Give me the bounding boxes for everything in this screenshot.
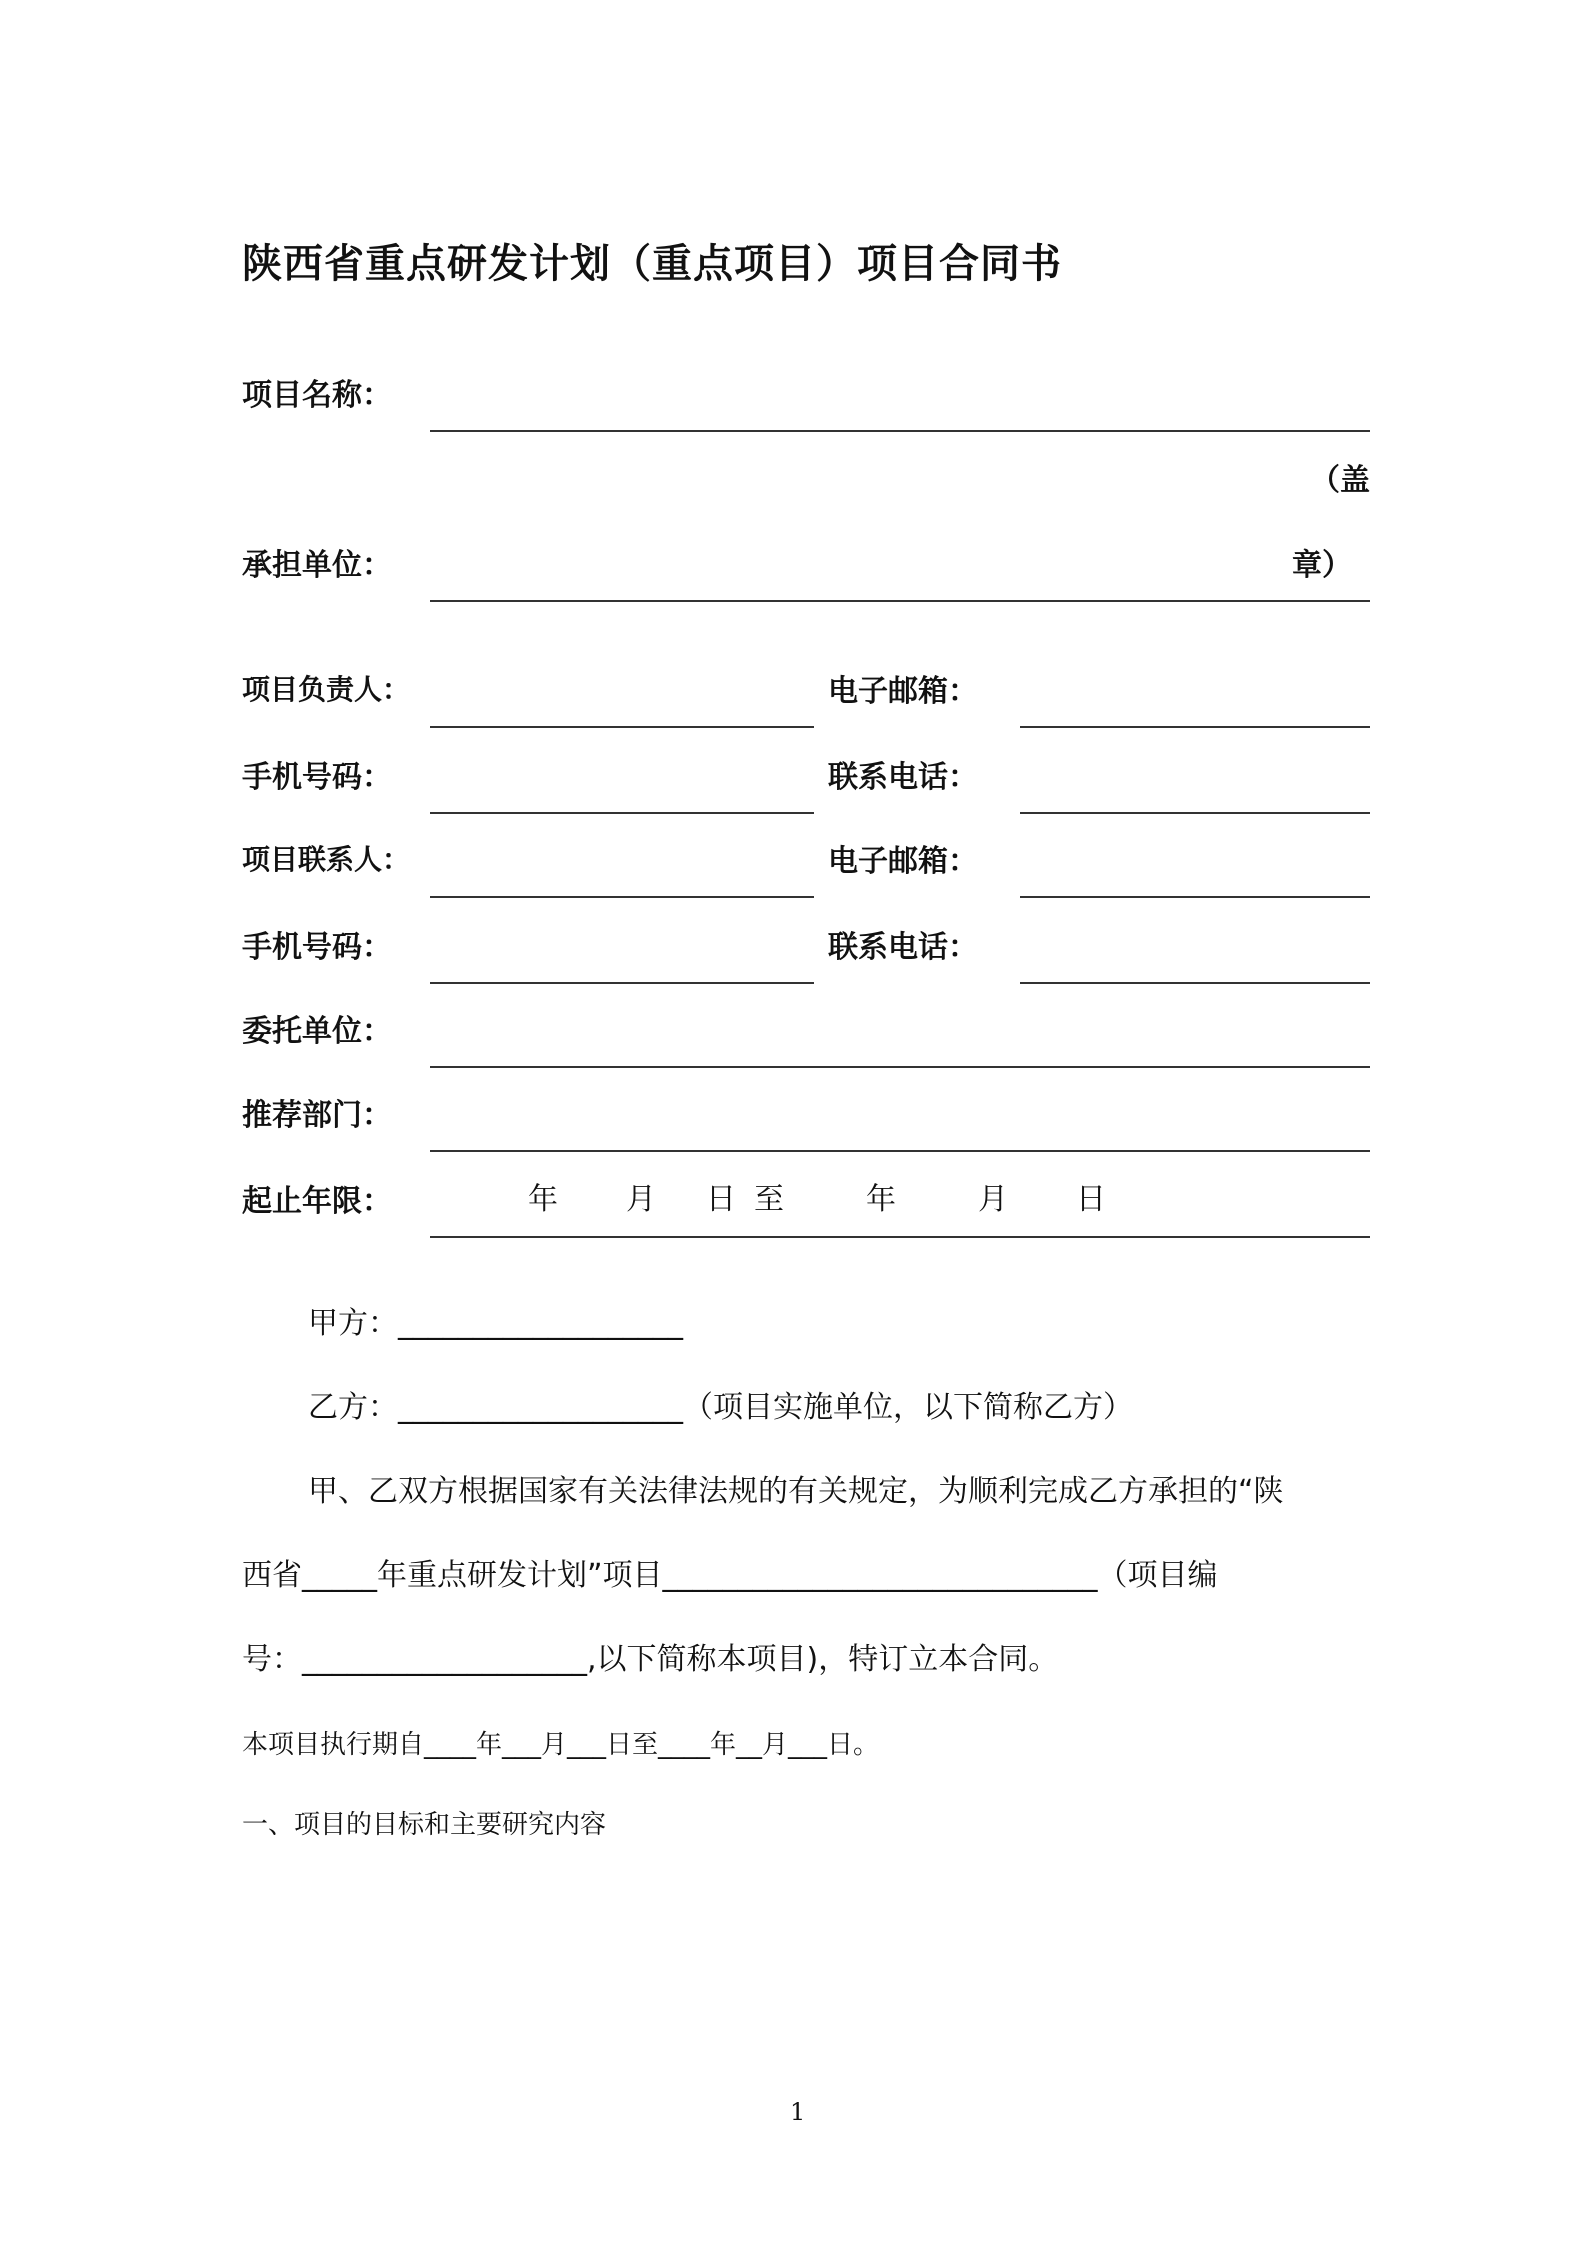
section-1-heading: 一、项目的目标和主要研究内容	[242, 1810, 607, 1840]
page-number: 1	[790, 2098, 806, 2126]
mobile1-label: 手机号码：	[242, 760, 392, 795]
party-b: 乙方：___________________（项目实施单位，以下简称乙方）	[308, 1390, 1133, 1425]
contact-label: 项目联系人：	[242, 843, 411, 876]
email2-label: 电子邮箱：	[828, 844, 978, 879]
undertaker-label: 承担单位：	[242, 548, 392, 583]
mobile2-label: 手机号码：	[242, 930, 392, 965]
period-end-month: 月	[978, 1182, 1008, 1217]
party-a: 甲方：___________________	[308, 1306, 683, 1341]
period-start-year: 年	[528, 1182, 558, 1217]
mobile1-line[interactable]	[430, 812, 814, 814]
phone2-label: 联系电话：	[828, 930, 978, 965]
contact-line[interactable]	[430, 896, 814, 898]
mobile2-line[interactable]	[430, 982, 814, 984]
period-start-day: 日	[706, 1182, 736, 1217]
email2-line[interactable]	[1020, 896, 1370, 898]
email1-line[interactable]	[1020, 726, 1370, 728]
email1-label: 电子邮箱：	[828, 674, 978, 709]
execution-period: 本项目执行期自____年___月___日至____年__月___日。	[242, 1730, 880, 1760]
phone1-line[interactable]	[1020, 812, 1370, 814]
period-line[interactable]	[430, 1236, 1370, 1238]
period-end-year: 年	[866, 1182, 896, 1217]
period-start-month: 月	[626, 1182, 656, 1217]
recommend-label: 推荐部门：	[242, 1098, 392, 1133]
body-line-2: 西省_____年重点研发计划”项目_____________________________（项目编	[242, 1558, 1218, 1593]
period-end-day: 日	[1076, 1182, 1106, 1217]
undertaker-line[interactable]	[430, 600, 1370, 602]
phone1-label: 联系电话：	[828, 760, 978, 795]
leader-line[interactable]	[430, 726, 814, 728]
period-label: 起止年限：	[242, 1184, 392, 1219]
page-title: 陕西省重点研发计划（重点项目）项目合同书	[242, 241, 1062, 287]
entrust-line[interactable]	[430, 1066, 1370, 1068]
phone2-line[interactable]	[1020, 982, 1370, 984]
recommend-line[interactable]	[430, 1150, 1370, 1152]
body-line-1: 甲、乙双方根据国家有关法律法规的有关规定，为顺利完成乙方承担的“陕	[308, 1474, 1284, 1509]
seal-note-bottom: 章）	[1292, 548, 1352, 583]
seal-note-top: （盖	[1310, 463, 1370, 498]
leader-label: 项目负责人：	[242, 673, 411, 706]
period-to: 至	[754, 1182, 784, 1217]
body-line-3: 号：___________________,以下简称本项目)，特订立本合同。	[242, 1642, 1059, 1677]
project-name-line[interactable]	[430, 430, 1370, 432]
entrust-label: 委托单位：	[242, 1014, 392, 1049]
project-name-label: 项目名称：	[242, 378, 392, 413]
